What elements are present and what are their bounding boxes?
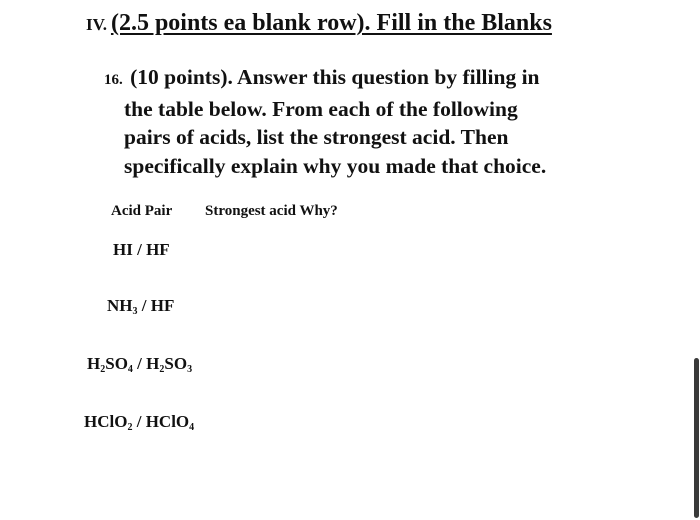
acid-left <box>84 412 132 431</box>
formula-part: HClO <box>145 412 190 431</box>
acid-right <box>146 240 170 259</box>
formula-part: NH <box>107 296 133 315</box>
formula-part: H <box>87 354 101 373</box>
pair-separator: / <box>132 240 147 259</box>
formula-subscript: 2 <box>127 422 133 433</box>
pair-separator: / <box>132 354 147 373</box>
formula-subscript: 3 <box>132 306 138 317</box>
section-number: IV. <box>86 15 107 34</box>
acid-left <box>87 354 133 373</box>
acid-pair-row-2 <box>107 296 174 316</box>
acid-left <box>113 240 133 259</box>
acid-pair-row-1 <box>113 240 170 260</box>
question-number: 16. <box>104 72 123 88</box>
formula-part: HF <box>146 240 170 259</box>
acid-right <box>146 354 192 373</box>
formula-subscript: 2 <box>100 364 106 375</box>
formula-part: SO <box>105 354 128 373</box>
table-header-acid-pair: Acid Pair <box>111 203 173 219</box>
formula-part: SO <box>164 354 188 373</box>
scrollbar-track[interactable] <box>692 0 700 520</box>
question-block <box>104 63 624 180</box>
formula-subscript: 2 <box>159 364 165 375</box>
formula-part: HF <box>150 296 175 315</box>
acid-left <box>107 296 138 315</box>
question-line-2: the table below. From each of the following <box>124 96 518 121</box>
section-heading <box>86 10 552 37</box>
question-text-1: (10 points). Answer this question by filling in <box>130 65 540 89</box>
table-header-strongest-why: Strongest acid Why? <box>205 203 338 219</box>
section-title: (2.5 points ea blank row). Fill in the Blanks <box>110 10 552 36</box>
pair-separator: / <box>132 412 146 431</box>
formula-subscript: 4 <box>189 422 195 433</box>
question-line-1 <box>104 63 624 95</box>
question-line-4: specifically explain why you made that choice. <box>124 153 547 178</box>
formula-subscript: 3 <box>187 364 193 375</box>
formula-part: HClO <box>84 412 128 431</box>
acid-pair-row-3 <box>87 354 192 374</box>
formula-subscript: 4 <box>127 364 133 375</box>
question-line-3: pairs of acids, list the strongest acid. Then <box>124 125 509 149</box>
scrollbar-thumb[interactable] <box>694 358 699 518</box>
acid-right <box>151 296 175 315</box>
acid-right <box>146 412 194 431</box>
formula-part: HI <box>113 240 133 259</box>
acid-pair-row-4 <box>84 412 194 432</box>
pair-separator: / <box>137 296 151 315</box>
formula-part: H <box>146 354 160 373</box>
